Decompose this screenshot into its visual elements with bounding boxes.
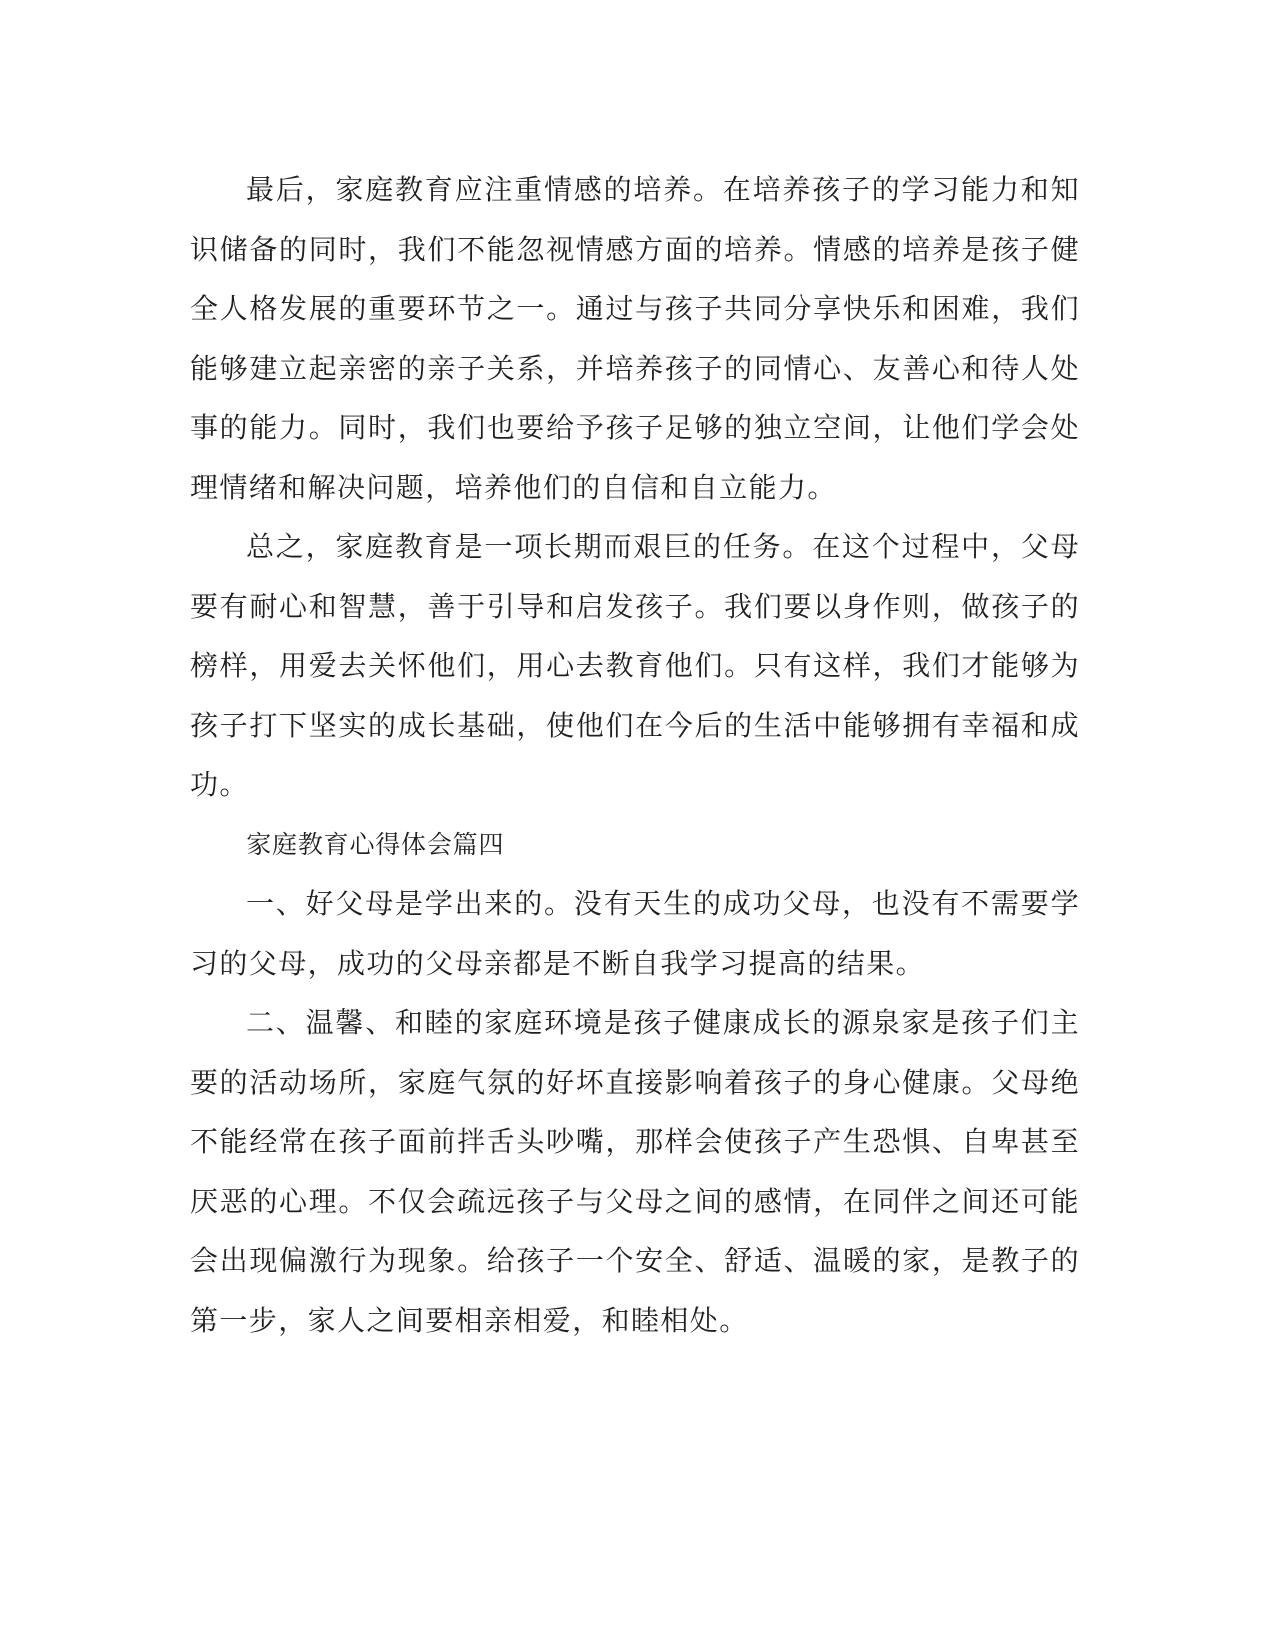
paragraph-emotional-cultivation: 最后，家庭教育应注重情感的培养。在培养孩子的学习能力和知识储备的同时，我们不能忽视情感方面的培养。情感的培养是孩子健全人格发展的重要环节之一。通过与孩子共同分享快乐和困难，我们能够建立起亲密的亲子关系，并培养孩子的同情心、友善心和待人处事的能力。同时，我们也要给予孩子足够的独立空间，让他们学会处理情绪和解决问题，培养他们的自信和自立能力。: [190, 173, 1080, 504]
section-heading: 家庭教育心得体会篇四: [246, 829, 505, 859]
document-body: [190, 160, 1080, 1350]
paragraph-conclusion: 总之，家庭教育是一项长期而艰巨的任务。在这个过程中，父母要有耐心和智慧，善于引导和启发孩子。我们要以身作则，做孩子的榜样，用爱去关怀他们，用心去教育他们。只有这样，我们才能够为孩子打下坚实的成长基础，使他们在今后的生活中能够拥有幸福和成功。: [190, 530, 1080, 801]
paragraph-point-two: 二、温馨、和睦的家庭环境是孩子健康成长的源泉家是孩子们主要的活动场所，家庭气氛的好坏直接影响着孩子的身心健康。父母绝不能经常在孩子面前拌舌头吵嘴，那样会使孩子产生恐惧、自卑甚至厌恶的心理。不仅会疏远孩子与父母之间的感情，在同伴之间还可能会出现偏激行为现象。给孩子一个安全、舒适、温暖的家，是教子的第一步，家人之间要相亲相爱，和睦相处。: [190, 1006, 1080, 1337]
paragraph-point-one: 一、好父母是学出来的。没有天生的成功父母，也没有不需要学习的父母，成功的父母亲都是不断自我学习提高的结果。: [190, 887, 1080, 980]
